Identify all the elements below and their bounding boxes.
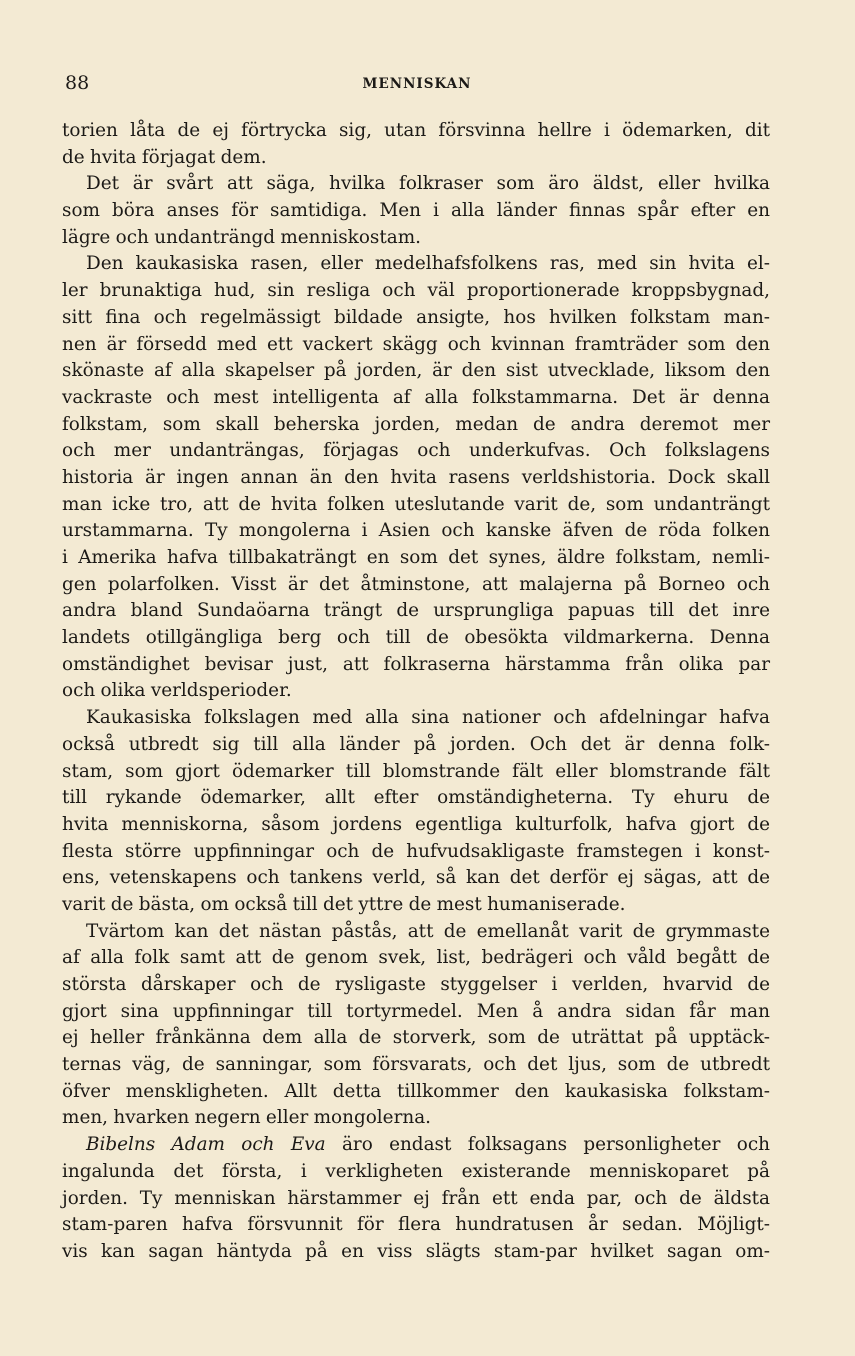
text-line: sitt fina och regelmässigt bildade ansigte, hos hvilken folkstam man- xyxy=(62,306,770,328)
text-line: ens, vetenskapens och tankens verld, så kan det derför ej sägas, att de xyxy=(62,867,770,889)
text-line: vackraste och mest intelligenta af alla folkstammarna. Det är denna xyxy=(62,386,770,408)
text-line: och olika verldsperioder. xyxy=(62,680,292,702)
text-line: flesta större uppfinningar och de hufvudsakligaste framstegen i konst- xyxy=(62,840,770,862)
text-line: till rykande ödemarker, allt efter omständigheterna. Ty ehuru de xyxy=(62,787,770,809)
text-line: skönaste af alla skapelser på jorden, är den sist utvecklade, liksom den xyxy=(62,360,770,382)
text-line: folkstam, som skall beherska jorden, medan de andra deremot mer xyxy=(62,413,770,435)
text-line xyxy=(62,1132,770,1159)
text-line: varit de bästa, om också till det yttre de mest humaniserade. xyxy=(62,893,626,915)
text-line: ler brunaktiga hud, sin resliga och väl proportionerade kroppsbygnad, xyxy=(62,280,770,302)
page-header xyxy=(62,72,772,96)
text-line: nen är försedd med ett vackert skägg och kvinnan framträder som den xyxy=(62,333,770,355)
text-line: af alla folk samt att de genom svek, list, bedrägeri och våld begått de xyxy=(62,947,770,969)
text-line: öfver menskligheten. Allt detta tillkommer den kaukasiska folkstam- xyxy=(62,1080,770,1102)
text-line: urstammarna. Ty mongolerna i Asien och kanske äfven de röda folken xyxy=(62,520,770,542)
text-line: men, hvarken negern eller mongolerna. xyxy=(62,1107,432,1129)
text-line: som böra anses för samtidiga. Men i alla länder finnas spår efter en xyxy=(62,200,770,222)
text-line: i Amerika hafva tillbakaträngt en som det synes, äldre folkstam, nemli- xyxy=(62,547,770,568)
text-line: historia är ingen annan än den hvita rasens verldshistoria. Dock skall xyxy=(62,466,770,488)
text-line: Tvärtom kan det nästan påstås, att de emellanåt varit de grymmaste xyxy=(86,920,770,942)
page-number: 88 xyxy=(65,72,90,94)
text-line: stam, som gjort ödemarker till blomstrande fält eller blomstrande fält xyxy=(62,760,770,782)
text-line: hvita menniskorna, såsom jordens egentliga kulturfolk, hafva gjort de xyxy=(62,813,770,835)
text-span: äro endast folksagans personligheter och xyxy=(325,1134,770,1156)
text-line: man icke tro, att de hvita folken uteslutande varit de, som undanträngt xyxy=(62,493,770,515)
text-line: Kaukasiska folkslagen med alla sina nationer och afdelningar hafva xyxy=(86,707,770,729)
text-line: också utbredt sig till alla länder på jorden. Och det är denna folk- xyxy=(62,733,770,755)
text-line: Den kaukasiska rasen, eller medelhafsfolkens ras, med sin hvita el- xyxy=(86,253,770,275)
text-line: lägre och undanträngd menniskostam. xyxy=(62,226,421,248)
text-line: Det är svårt att säga, hvilka folkraser som äro äldst, eller hvilka xyxy=(86,173,770,195)
text-line: omständighet bevisar just, att folkraserna härstamma från olika par xyxy=(62,653,770,675)
text-line: de hvita förjagat dem. xyxy=(62,146,267,168)
italic-phrase: Bibelns Adam och Eva xyxy=(86,1134,326,1156)
text-line: ternas väg, de sanningar, som försvarats, och det ljus, som de utbredt xyxy=(62,1054,770,1076)
text-line: andra bland Sundaöarna trängt de ursprungliga papuas till det inre xyxy=(62,600,770,622)
text-line: och mer undanträngas, förjagas och underkufvas. Och folkslagens xyxy=(62,440,770,462)
text-line: ej heller frånkänna dem alla de storverk, som de uträttat på upptäck- xyxy=(62,1027,770,1049)
text-line: största dårskaper och de rysligaste styggelser i verlden, hvarvid de xyxy=(62,974,770,995)
text-line: torien låta de ej förtrycka sig, utan försvinna hellre i ödemarken, dit xyxy=(62,120,770,141)
text-line: landets otillgängliga berg och till de obesökta vildmarkerna. Denna xyxy=(62,627,770,649)
running-title: MENNISKAN xyxy=(362,76,472,92)
body-text xyxy=(62,118,770,1266)
text-line: vis kan sagan häntyda på en viss slägts stam-par hvilket sagan om- xyxy=(62,1240,770,1262)
text-line: stam-paren hafva försvunnit för flera hundratusen år sedan. Möjligt- xyxy=(62,1214,770,1236)
text-line: gjort sina uppfinningar till tortyrmedel. Men å andra sidan får man xyxy=(62,1000,770,1022)
text-line: gen polarfolken. Visst är det åtminstone, att malajerna på Borneo och xyxy=(62,573,770,595)
text-line: ingalunda det första, i verkligheten existerande menniskoparet på xyxy=(62,1160,770,1182)
text-line: jorden. Ty menniskan härstammer ej från ett enda par, och de äldsta xyxy=(62,1187,770,1209)
